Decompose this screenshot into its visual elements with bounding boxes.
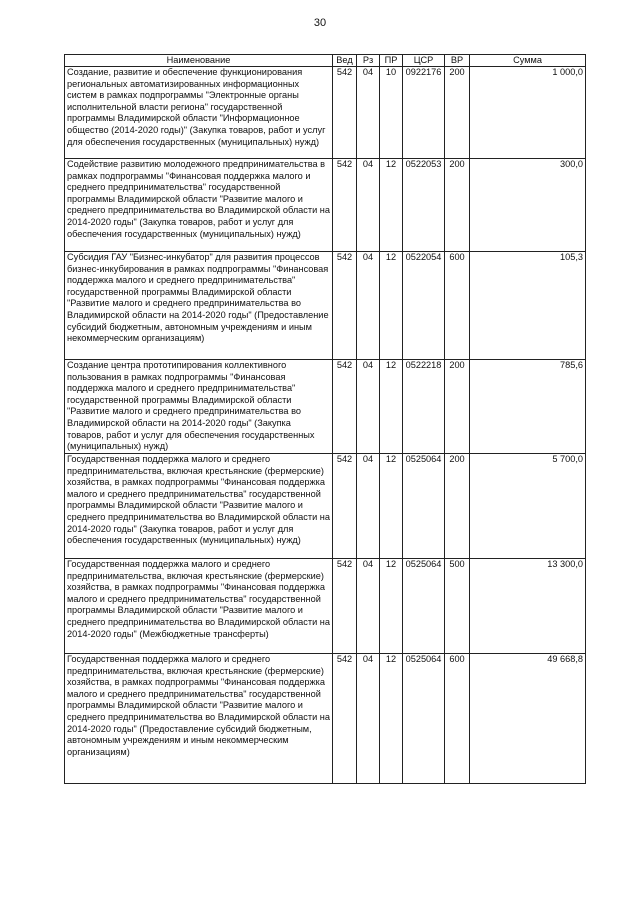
row-vr: 200 <box>445 67 470 159</box>
row-name: Субсидия ГАУ "Бизнес-инкубатор" для развития процессов бизнес-инкубирования в рамках подпрограммы "Финансовая поддержка малого и среднего предпринимательства" государственной программы Владимирской области "Развитие малого и среднего предпринимательства во Владимирской области на 2014-2020 годы" (Предоставление субсидий бюджетным, автономным учреждениям и иным некоммерческим организациям) <box>65 252 333 360</box>
row-ved: 542 <box>333 67 357 159</box>
row-rz: 04 <box>357 360 380 454</box>
row-pr: 12 <box>380 454 403 559</box>
row-pr: 12 <box>380 360 403 454</box>
row-csr: 0522053 <box>403 159 445 252</box>
row-vr: 600 <box>445 654 470 784</box>
row-csr: 0525064 <box>403 654 445 784</box>
row-vr: 500 <box>445 559 470 654</box>
row-sum: 13 300,0 <box>470 559 586 654</box>
row-name: Создание центра прототипирования коллективного пользования в рамках подпрограммы "Финансовая поддержка малого и среднего предпринимательства" государственной программы Владимирской области "Развитие малого и среднего предпринимательства во Владимирской области на 2014-2020 годы" (Закупка товаров, работ и услуг для обеспечения государственных (муниципальных) нужд) <box>65 360 333 454</box>
row-vr: 200 <box>445 360 470 454</box>
row-pr: 12 <box>380 559 403 654</box>
row-rz: 04 <box>357 67 380 159</box>
row-name: Создание, развитие и обеспечение функционирования региональных автоматизированных информационных систем в рамках подпрограммы "Электронные органы исполнительной власти региона" государственной программы Владимирской области "Информационное общество (2014-2020 годы)" (Закупка товаров, работ и услуг для обеспечения государственных (муниципальных) нужд) <box>65 67 333 159</box>
row-rz: 04 <box>357 159 380 252</box>
row-sum: 49 668,8 <box>470 654 586 784</box>
page-number: 30 <box>313 17 327 29</box>
row-sum: 105,3 <box>470 252 586 360</box>
header-name: Наименование <box>65 55 333 67</box>
row-pr: 10 <box>380 67 403 159</box>
table-row <box>65 159 586 252</box>
row-ved: 542 <box>333 360 357 454</box>
row-csr: 0525064 <box>403 454 445 559</box>
row-ved: 542 <box>333 252 357 360</box>
row-csr: 0522218 <box>403 360 445 454</box>
row-rz: 04 <box>357 454 380 559</box>
row-csr: 0525064 <box>403 559 445 654</box>
row-sum: 1 000,0 <box>470 67 586 159</box>
header-rz: Рз <box>357 55 380 67</box>
table-row <box>65 252 586 360</box>
table-header-row <box>65 55 586 67</box>
row-ved: 542 <box>333 559 357 654</box>
budget-table <box>64 54 586 784</box>
header-csr: ЦСР <box>403 55 445 67</box>
row-ved: 542 <box>333 654 357 784</box>
row-csr: 0922176 <box>403 67 445 159</box>
table-row <box>65 559 586 654</box>
row-name: Государственная поддержка малого и среднего предпринимательства, включая крестьянские (фермерские) хозяйства, в рамках подпрограммы "Финансовая поддержка малого и среднего предпринимательства" государственной программы Владимирской области "Развитие малого и среднего предпринимательства во Владимирской области на 2014-2020 годы" (Предоставление субсидий бюджетным, автономным учреждениям и иным некоммерческим организациям) <box>65 654 333 784</box>
header-sum: Сумма <box>470 55 586 67</box>
row-rz: 04 <box>357 654 380 784</box>
row-csr: 0522054 <box>403 252 445 360</box>
row-rz: 04 <box>357 559 380 654</box>
row-name: Государственная поддержка малого и среднего предпринимательства, включая крестьянские (фермерские) хозяйства, в рамках подпрограммы "Финансовая поддержка малого и среднего предпринимательства" государственной программы Владимирской области "Развитие малого и среднего предпринимательства во Владимирской области на 2014-2020 годы" (Межбюджетные трансферты) <box>65 559 333 654</box>
row-rz: 04 <box>357 252 380 360</box>
table-row <box>65 454 586 559</box>
row-pr: 12 <box>380 159 403 252</box>
row-name: Содействие развитию молодежного предпринимательства в рамках подпрограммы "Финансовая поддержка малого и среднего предпринимательства" государственной программы Владимирской области "Развитие малого и среднего предпринимательства во Владимирской области на 2014-2020 годы" (Закупка товаров, работ и услуг для обеспечения государственных (муниципальных) нужд) <box>65 159 333 252</box>
row-sum: 300,0 <box>470 159 586 252</box>
table-row <box>65 654 586 784</box>
row-sum: 5 700,0 <box>470 454 586 559</box>
row-name: Государственная поддержка малого и среднего предпринимательства, включая крестьянские (фермерские) хозяйства, в рамках подпрограммы "Финансовая поддержка малого и среднего предпринимательства" государственной программы Владимирской области "Развитие малого и среднего предпринимательства во Владимирской области на 2014-2020 годы" (Закупка товаров, работ и услуг для обеспечения государственных (муниципальных) нужд) <box>65 454 333 559</box>
table-row <box>65 67 586 159</box>
row-ved: 542 <box>333 454 357 559</box>
row-pr: 12 <box>380 654 403 784</box>
row-vr: 200 <box>445 454 470 559</box>
header-pr: ПР <box>380 55 403 67</box>
row-ved: 542 <box>333 159 357 252</box>
row-vr: 600 <box>445 252 470 360</box>
header-vr: ВР <box>445 55 470 67</box>
row-vr: 200 <box>445 159 470 252</box>
header-ved: Вед <box>333 55 357 67</box>
table-row <box>65 360 586 454</box>
row-pr: 12 <box>380 252 403 360</box>
row-sum: 785,6 <box>470 360 586 454</box>
